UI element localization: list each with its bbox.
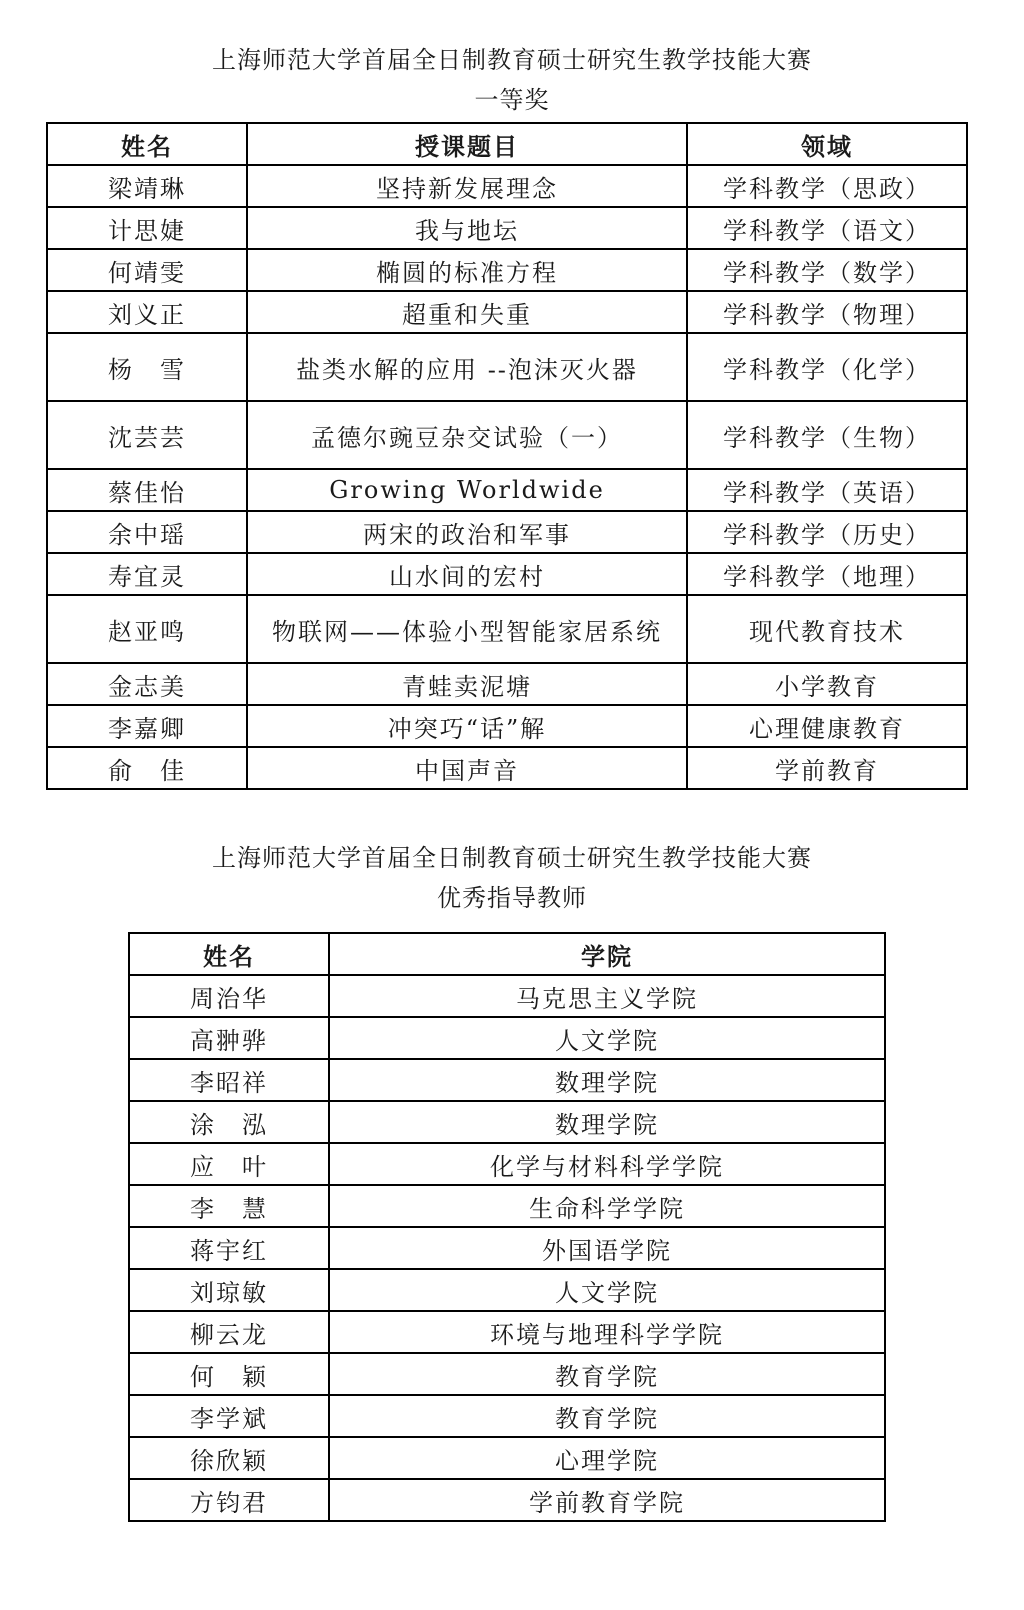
cell-field: 学科教学（思政） xyxy=(687,165,967,207)
cell-topic: 冲突巧“话”解 xyxy=(247,705,687,747)
cell-field: 学科教学（数学） xyxy=(687,249,967,291)
cell-topic: 两宋的政治和军事 xyxy=(247,511,687,553)
table-row xyxy=(129,1143,885,1185)
cell-college: 生命科学学院 xyxy=(329,1185,885,1227)
cell-topic: 中国声音 xyxy=(247,747,687,789)
cell-name: 李昭祥 xyxy=(129,1059,329,1101)
cell-name: 方钧君 xyxy=(129,1479,329,1521)
awards-title-line1: 上海师范大学首届全日制教育硕士研究生教学技能大赛 xyxy=(212,46,812,74)
cell-name: 计思婕 xyxy=(47,207,247,249)
cell-topic: Growing Worldwide xyxy=(247,469,687,511)
table-row xyxy=(129,1227,885,1269)
header-college: 学院 xyxy=(329,933,885,975)
cell-college: 教育学院 xyxy=(329,1353,885,1395)
cell-topic: 物联网——体验小型智能家居系统 xyxy=(247,595,687,663)
table-row xyxy=(129,1311,885,1353)
cell-name: 应 叶 xyxy=(129,1143,329,1185)
table-row xyxy=(47,469,967,511)
cell-name: 周治华 xyxy=(129,975,329,1017)
cell-name: 蒋宇红 xyxy=(129,1227,329,1269)
cell-name: 高翀骅 xyxy=(129,1017,329,1059)
cell-college: 人文学院 xyxy=(329,1269,885,1311)
cell-name: 刘义正 xyxy=(47,291,247,333)
teachers-title-line1: 上海师范大学首届全日制教育硕士研究生教学技能大赛 xyxy=(212,844,812,872)
table-row xyxy=(47,663,967,705)
table-row xyxy=(47,333,967,401)
table-row xyxy=(47,553,967,595)
cell-topic: 青蛙卖泥塘 xyxy=(247,663,687,705)
table-row xyxy=(47,747,967,789)
cell-field: 学科教学（历史） xyxy=(687,511,967,553)
cell-name: 李嘉卿 xyxy=(47,705,247,747)
header-name: 姓名 xyxy=(47,123,247,165)
awards-table xyxy=(46,122,968,790)
table-header-row xyxy=(129,933,885,975)
cell-college: 外国语学院 xyxy=(329,1227,885,1269)
table-row xyxy=(47,249,967,291)
table-header-row xyxy=(47,123,967,165)
table-row xyxy=(47,291,967,333)
cell-field: 学科教学（语文） xyxy=(687,207,967,249)
cell-topic: 盐类水解的应用 --泡沫灭火器 xyxy=(247,333,687,401)
cell-name: 刘琼敏 xyxy=(129,1269,329,1311)
awards-title-line2: 一等奖 xyxy=(474,86,550,114)
cell-name: 金志美 xyxy=(47,663,247,705)
cell-field: 学科教学（地理） xyxy=(687,553,967,595)
cell-college: 数理学院 xyxy=(329,1059,885,1101)
cell-name: 俞 佳 xyxy=(47,747,247,789)
table-row xyxy=(47,511,967,553)
header-field: 领域 xyxy=(687,123,967,165)
cell-field: 学科教学（物理） xyxy=(687,291,967,333)
cell-name: 徐欣颖 xyxy=(129,1437,329,1479)
cell-college: 教育学院 xyxy=(329,1395,885,1437)
cell-name: 沈芸芸 xyxy=(47,401,247,469)
table-row xyxy=(47,207,967,249)
table-row xyxy=(129,1017,885,1059)
cell-field: 心理健康教育 xyxy=(687,705,967,747)
cell-name: 梁靖琳 xyxy=(47,165,247,207)
cell-college: 人文学院 xyxy=(329,1017,885,1059)
cell-topic: 超重和失重 xyxy=(247,291,687,333)
table-row xyxy=(47,705,967,747)
cell-college: 心理学院 xyxy=(329,1437,885,1479)
cell-name: 蔡佳怡 xyxy=(47,469,247,511)
cell-name: 何靖雯 xyxy=(47,249,247,291)
cell-name: 柳云龙 xyxy=(129,1311,329,1353)
table-row xyxy=(47,595,967,663)
table-row xyxy=(129,1185,885,1227)
header-name: 姓名 xyxy=(129,933,329,975)
table-row xyxy=(47,165,967,207)
table-row xyxy=(47,401,967,469)
cell-college: 数理学院 xyxy=(329,1101,885,1143)
cell-name: 余中瑶 xyxy=(47,511,247,553)
cell-name: 杨 雪 xyxy=(47,333,247,401)
cell-college: 学前教育学院 xyxy=(329,1479,885,1521)
table-row xyxy=(129,1479,885,1521)
cell-college: 环境与地理科学学院 xyxy=(329,1311,885,1353)
table-row xyxy=(129,975,885,1017)
table-row xyxy=(129,1353,885,1395)
cell-college: 马克思主义学院 xyxy=(329,975,885,1017)
teachers-table xyxy=(128,932,886,1522)
cell-field: 学科教学（英语） xyxy=(687,469,967,511)
cell-field: 学科教学（化学） xyxy=(687,333,967,401)
cell-field: 现代教育技术 xyxy=(687,595,967,663)
cell-field: 学科教学（生物） xyxy=(687,401,967,469)
teachers-title-line2: 优秀指导教师 xyxy=(437,884,587,912)
cell-name: 寿宜灵 xyxy=(47,553,247,595)
cell-topic: 坚持新发展理念 xyxy=(247,165,687,207)
cell-field: 小学教育 xyxy=(687,663,967,705)
header-topic: 授课题目 xyxy=(247,123,687,165)
cell-field: 学前教育 xyxy=(687,747,967,789)
cell-name: 何 颖 xyxy=(129,1353,329,1395)
table-row xyxy=(129,1059,885,1101)
cell-name: 涂 泓 xyxy=(129,1101,329,1143)
cell-topic: 山水间的宏村 xyxy=(247,553,687,595)
table-row xyxy=(129,1437,885,1479)
cell-name: 赵亚鸣 xyxy=(47,595,247,663)
table-row xyxy=(129,1269,885,1311)
table-row xyxy=(129,1101,885,1143)
table-row xyxy=(129,1395,885,1437)
cell-topic: 椭圆的标准方程 xyxy=(247,249,687,291)
cell-name: 李学斌 xyxy=(129,1395,329,1437)
cell-college: 化学与材料科学学院 xyxy=(329,1143,885,1185)
cell-name: 李 慧 xyxy=(129,1185,329,1227)
cell-topic: 我与地坛 xyxy=(247,207,687,249)
cell-topic: 孟德尔豌豆杂交试验（一） xyxy=(247,401,687,469)
